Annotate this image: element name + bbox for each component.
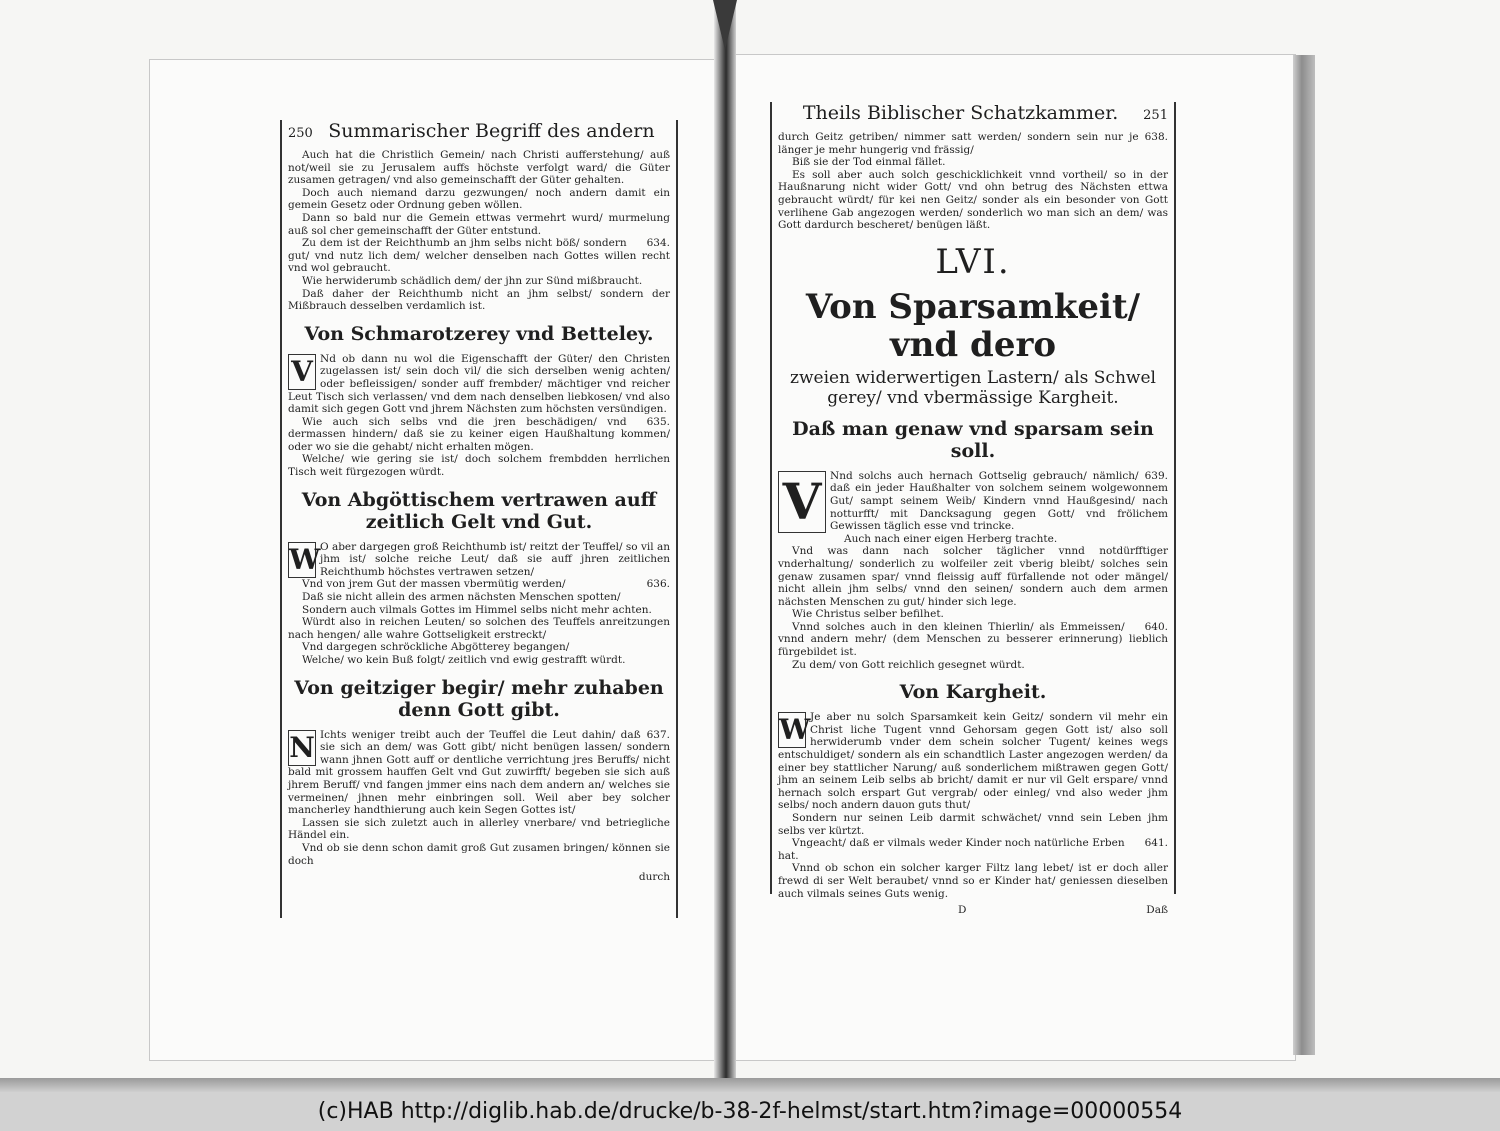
drop-cap: V: [778, 471, 826, 533]
margin-number: 634.: [646, 237, 670, 250]
paragraph: Welche/ wo kein Buß folgt/ zeitlich vnd ewig gestrafft würdt.: [302, 654, 626, 666]
book-spine: [714, 0, 736, 1085]
margin-number: 635.: [646, 415, 670, 428]
paragraph: Daß sie nicht allein des armen nächsten Menschen spotten/: [302, 591, 621, 604]
footer-bar: [0, 1092, 1500, 1131]
paragraph: Welche/ wie gering sie ist/ doch solchem frembdden herrlichen Tisch weit fürgezogen würdt.: [288, 453, 670, 479]
paragraph: [288, 578, 670, 591]
paragraph: Wie Christus selber befilhet.: [792, 608, 944, 621]
drop-cap: V: [288, 354, 316, 390]
paragraph: Lassen sie sich zuletzt auch in allerley vnerbare/ vnd betriegliche Händel ein.: [288, 816, 670, 842]
margin-number: 641.: [1144, 837, 1168, 850]
right-running-head: [778, 102, 1168, 127]
paragraph: Wie herwiderumb schädlich dem/ der jhn zur Sünd mißbraucht.: [302, 274, 643, 287]
paragraph-text: Wie auch sich selbs vnd die jren beschädigen/ vnd dermassen hindern/ daß sie zu keiner eigen Haußhaltung kommen/ oder wo sie die gehabt/ nicht erhalten mögen.: [288, 415, 670, 453]
left-text-column: [280, 120, 678, 918]
left-running-head: [288, 120, 670, 145]
page-edge: [1293, 55, 1315, 1055]
paragraph: Vnd dargegen schröckliche Abgötterey begangen/: [302, 641, 570, 654]
section-heading: Daß man genaw vnd sparsam sein soll.: [792, 417, 1154, 462]
margin-number: 638.: [1144, 131, 1168, 143]
section-heading: Von Abgöttischem vertrawen auff zeitlich Gelt vnd Gut.: [301, 488, 657, 533]
paragraph: Dann so bald nur die Gemein ettwas vermehrt wurd/ murmelung auß sol cher gemeinschafft der Güter entstund.: [288, 211, 670, 237]
chapter-title: Von Sparsamkeit/ vnd dero: [805, 286, 1141, 365]
scan-bottom-edge: [0, 1078, 1500, 1092]
paragraph: Daß daher der Reichthumb nicht an jhm selbst/ sondern der Mißbrauch desselben verdamlich ist.: [288, 287, 670, 313]
drop-cap: W: [289, 542, 321, 576]
catchword: durch: [638, 871, 670, 884]
paragraph: [778, 711, 1168, 812]
paragraph: Zu dem/ von Gott reichlich gesegnet würdt.: [792, 658, 1025, 671]
paragraph: [778, 131, 1168, 156]
paragraph: Vnd ob sie denn schon damit groß Gut zusamen bringen/ können sie doch: [288, 841, 670, 867]
paragraph: [288, 541, 670, 579]
section-heading: Von Kargheit.: [899, 681, 1047, 704]
paragraph-text: Nd ob dann nu wol die Eigenschafft der Güter/ den Christen zugelassen ist/ sein doch vil/ die sich derselben wenig achten/ oder befleissigen/ sonder auff frembder/ mächtiger vnd reicher Leut Tisch sich verlassen/ vnd dem nach denselben liebkosen/ vnd also damit sich gegen Gott vnd jhrem Nächsten zum höchsten versündigen.: [288, 352, 670, 416]
margin-number: 639.: [1144, 469, 1168, 482]
paragraph-text: Je aber nu solch Sparsamkeit kein Geitz/ sondern vil mehr ein Christ liche Tugent vnnd Gehorsam gegen Gott ist/ also soll herwiderumb vnder dem schein solcher Tugent/ keines wegs entschuldiget/ sondern als ein schandtlich Laster angezogen werden/ da einer bey stattlicher Narung/ auß sonderlichem mißtrawen gegen Gott/ jhm an seinem Leib selbs ab bricht/ damit er nur vil Gelt erspare/ vnnd hernach solch erspart Gut vergrab/ oder einleg/ vnd also weder jhm selbs/ noch andern dauon guts thut/: [778, 711, 1168, 812]
signature-mark: D: [957, 904, 967, 917]
catchword-row: [288, 871, 670, 884]
paragraph-text: Ichts weniger treibt auch der Teuffel die Leut dahin/ daß sie sich an dem/ was Gott gibt/ nicht benügen lassen/ sondern wann jhnen Gott auff or dentliche verrichtung jres Beruffs/ nicht bald mit grossem hauffen Gelt vnd Gut zuwirfft/ begeben sie sich auß jhrem Beruff/ vnd fangen jmmer eins nach dem andern an/ welches sie vermeinen/ jhnen mehr einbringen soll. Weil aber bey solcher mancherley handthierung auch kein Segen Gottes ist/: [288, 728, 670, 817]
paragraph: [288, 237, 670, 275]
section-heading: Von Schmarotzerey vnd Betteley.: [304, 322, 654, 345]
left-page-number: 250: [288, 126, 313, 141]
paragraph: [778, 837, 1168, 862]
paragraph: Auch hat die Christlich Gemein/ nach Christi aufferstehung/ auß not/weil sie zu Jerusalem auffs höchste verfolgt ward/ die Güter zusamen getragen/ vnd also gemeinschafft der Güter gehalten.: [288, 149, 670, 187]
paragraph: Biß sie der Tod einmal fället.: [792, 156, 946, 169]
chapter-subtitle: zweien widerwertigen Lastern/ als Schwel gerey/ vnd vbermässige Kargheit.: [790, 367, 1156, 408]
chapter-number: LVI.: [935, 241, 1011, 282]
right-text-column: [770, 102, 1176, 917]
paragraph: Auch nach einer eigen Herberg trachte.: [844, 532, 1058, 545]
drop-cap: W: [779, 713, 811, 747]
paragraph: [288, 353, 670, 416]
paragraph: [778, 621, 1168, 659]
catchword: Daß: [1146, 904, 1168, 917]
left-running-title: Summarischer Begriff des andern: [328, 120, 655, 142]
paragraph-text: Zu dem ist der Reichthumb an jhm selbs nicht böß/ sondern gut/ vnd nutz lich dem/ welcher denselben nach Gottes willen recht vnd wol gebraucht.: [288, 237, 670, 275]
paragraph-text: Nnd solchs auch hernach Gottselig gebrauch/ nämlich/ daß ein jeder Haußhalter von solchem seinem wolgewonnem Gut/ sampt seinem Weib/ Kindern vnnd Haußgesind/ nach notturfft/ mit Dancksagung gegen Gott/ vnd frölichem Gewissen täglich esse vnd trincke.: [830, 469, 1168, 533]
right-running-title: Theils Biblischer Schatzkammer.: [802, 102, 1119, 124]
paragraph-text: durch Geitz getriben/ nimmer satt werden/ sondern sein nur je länger je mehr hungerig vnd frässig/: [778, 131, 1139, 156]
paragraph: [288, 416, 670, 454]
drop-cap: N: [289, 730, 315, 764]
margin-number: 637.: [646, 728, 670, 741]
margin-number: 640.: [1144, 620, 1168, 633]
paragraph: [288, 729, 670, 817]
right-page-number: 251: [1143, 108, 1168, 123]
margin-number: 636.: [646, 578, 670, 591]
paragraph-text: O aber dargegen groß Reichthumb ist/ reitzt der Teuffel/ so vil an jhm ist/ solche reiche Leut/ daß sie auff jhren zeitlichen Reichthumb höchstes vertrawen setzen/: [320, 540, 670, 578]
paragraph-text: Vngeacht/ daß er vilmals weder Kinder noch natürliche Erben hat.: [778, 837, 1125, 862]
section-heading: Von geitziger begir/ mehr zuhaben denn Gott gibt.: [294, 676, 664, 721]
paragraph: Es soll aber auch solch geschicklichkeit vnnd vortheil/ so in der Haußnarung nicht wider Gott/ vnd ohn betrug des Nächsten ettwa gebraucht würdt/ für kei nen Geitz/ sonder als ein besonder von Gott verlihene Gab angezogen werden/ sonderlich wo man sich an dem/ was Gott dardurch bescheret/ benügen läßt.: [778, 168, 1168, 232]
paragraph: [778, 470, 1168, 533]
paragraph: Doch auch niemand darzu gezwungen/ noch andern damit ein gemein Gesetz oder Ordnung geben wöllen.: [288, 186, 670, 212]
spine-tip: [713, 0, 737, 50]
paragraph: Sondern auch vilmals Gottes im Himmel selbs nicht mehr achten.: [302, 603, 652, 616]
catchword-row: [778, 904, 1168, 917]
paragraph-text: Vnnd solches auch in den kleinen Thierlin/ als Emmeissen/ vnnd andern mehr/ (dem Menschen zu besserer erinnerung) lieblich fürgebildet ist.: [778, 620, 1168, 659]
paragraph: Sondern nur seinen Leib darmit schwächet/ vnnd sein Leben jhm selbs ver kürtzt.: [778, 812, 1168, 837]
paragraph: Würdt also in reichen Leuten/ so solchen des Teuffels anreitzungen nach hengen/ alle wahre Gottseligkeit erstreckt/: [288, 616, 670, 641]
paragraph: Vnd was dann nach solcher täglicher vnnd notdürfftiger vnderhaltung/ sonderlich zu wolfeiler zeit vberig bleibt/ solches sein genaw zusamen spar/ vnnd fleissig auff fürfallende not oder mängel/ nicht allein jhm selbs/ vnnd den seinen/ sondern auch dem armen nächsten Menschen zu gut/ hinder sich lege.: [778, 545, 1168, 608]
footer-source-url: (c)HAB http://diglib.hab.de/drucke/b-38-2f-helmst/start.htm?image=00000554: [317, 1099, 1183, 1124]
paragraph-text: Vnd von jrem Gut der massen vbermütig werden/: [302, 578, 566, 591]
paragraph: Vnnd ob schon ein solcher karger Filtz lang lebet/ ist er doch aller frewd di ser Welt beraubet/ vnnd so er Kinder hat/ geniessen dieselben auch vilmals seines Guts wenig.: [778, 862, 1168, 900]
